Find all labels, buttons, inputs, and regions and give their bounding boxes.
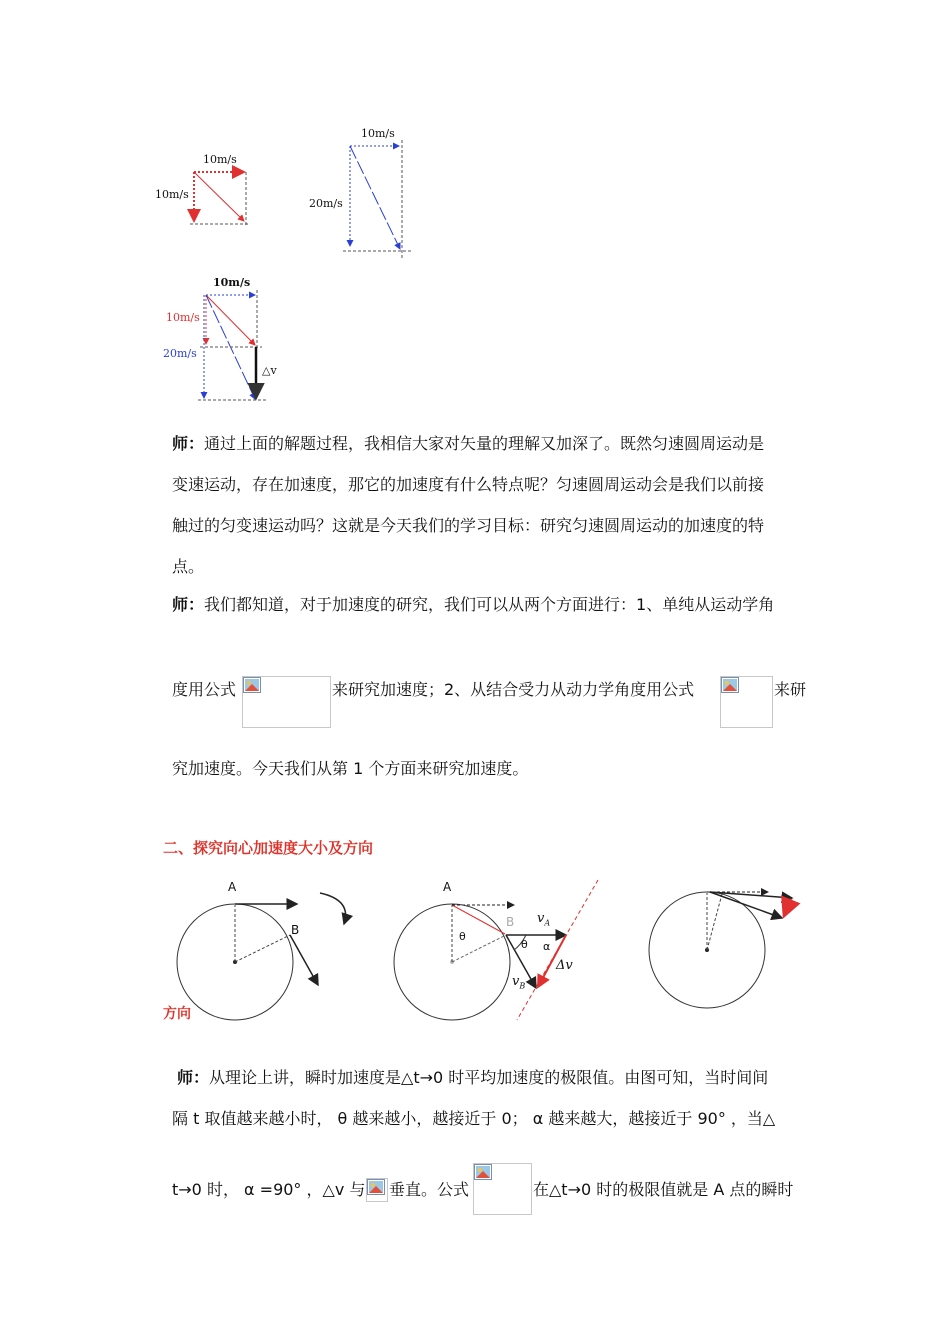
formula-image-4 (473, 1163, 532, 1215)
formula-image-2 (720, 676, 773, 728)
fig1-top-label: 10m/s (203, 153, 237, 166)
circle2-label-a: A (443, 880, 452, 894)
para2-line2b: 来研究加速度；2、从结合受力从动力学角度用公式 (332, 680, 695, 699)
formula-image-3 (366, 1178, 388, 1202)
fig3-top-label: 10m/s (213, 276, 251, 289)
para3-line3c: 在△t→0 时的极限值就是 A 点的瞬时 (533, 1180, 794, 1199)
fig1-side-label: 10m/s (155, 188, 189, 201)
para1-line1-text: 通过上面的解题过程，我相信大家对矢量的理解又加深了。既然匀速圆周运动是 (204, 434, 765, 453)
image-placeholder-icon (474, 1164, 492, 1180)
fig2-side-label: 20m/s (309, 197, 343, 210)
fig2-shapes (343, 140, 412, 258)
circle2-theta1: θ (459, 930, 466, 943)
para2-line2c: 来研 (774, 680, 807, 699)
circle2-vb (512, 974, 525, 991)
para2-line2a: 度用公式 (172, 680, 237, 699)
speaker-label: 师： (172, 434, 205, 453)
para2-line1 (172, 597, 774, 613)
speaker-label: 师： (177, 1068, 210, 1087)
circle2-theta2: θ (521, 938, 528, 951)
circle2-label-b: B (506, 915, 515, 929)
section-heading: 二、探究向心加速度大小及方向 (163, 839, 374, 857)
para3-line1 (177, 1070, 768, 1086)
circle1-caption: 方向 (163, 1006, 191, 1022)
fig3-delta-label: △v (262, 364, 277, 377)
fig2-top-label: 10m/s (361, 127, 395, 140)
para3-line3a: t→0 时， α =90° ，△v 与 (172, 1180, 366, 1199)
circle-diagram-3 (649, 892, 792, 1008)
circle2-va (537, 911, 550, 928)
fig1-shapes (190, 172, 250, 225)
para3-line2: 隔 t 取值越来越小时， θ 越来越小，越接近于 0； α 越来越大，越接近于 90° ，当△ (172, 1109, 776, 1128)
formula-image-1 (242, 676, 331, 728)
image-placeholder-icon (243, 677, 261, 693)
para1-line4: 点。 (172, 557, 205, 576)
para1-line1 (172, 436, 764, 452)
para2-line1-text: 我们都知道，对于加速度的研究，我们可以从两个方面进行：1、单纯从运动学角 (204, 595, 775, 614)
circle-diagram-2 (394, 880, 598, 1020)
para3-line1-text: 从理论上讲，瞬时加速度是△t→0 时平均加速度的极限值。由图可知，当时间间 (209, 1068, 769, 1087)
image-placeholder-icon (367, 1179, 385, 1195)
para1-line2: 变速运动，存在加速度，那它的加速度有什么特点呢？匀速圆周运动会是我们以前接 (172, 475, 765, 494)
circle2-alpha: α (543, 940, 551, 953)
fig3-blue-label: 20m/s (163, 347, 197, 360)
speaker-label: 师： (172, 595, 205, 614)
para3-line3b: 垂直。公式 (389, 1180, 470, 1199)
fig3-shapes (198, 290, 268, 400)
image-placeholder-icon (721, 677, 739, 693)
circle2-vb-sub: B (519, 981, 526, 991)
circle2-va-v: v (537, 911, 545, 926)
fig3-red-label: 10m/s (166, 311, 200, 324)
para1-line3: 触过的匀变速运动吗？这就是今天我们的学习目标：研究匀速圆周运动的加速度的特 (172, 516, 765, 535)
para2-line3: 究加速度。今天我们从第 1 个方面来研究加速度。 (172, 759, 529, 778)
circle2-vb-v: v (512, 974, 520, 989)
circle2-va-sub: A (544, 918, 551, 928)
circle1-label-b: B (291, 923, 300, 937)
circle-diagram-1 (177, 893, 346, 1020)
circle1-label-a: A (228, 880, 237, 894)
circle2-dv: Δv (556, 958, 573, 973)
